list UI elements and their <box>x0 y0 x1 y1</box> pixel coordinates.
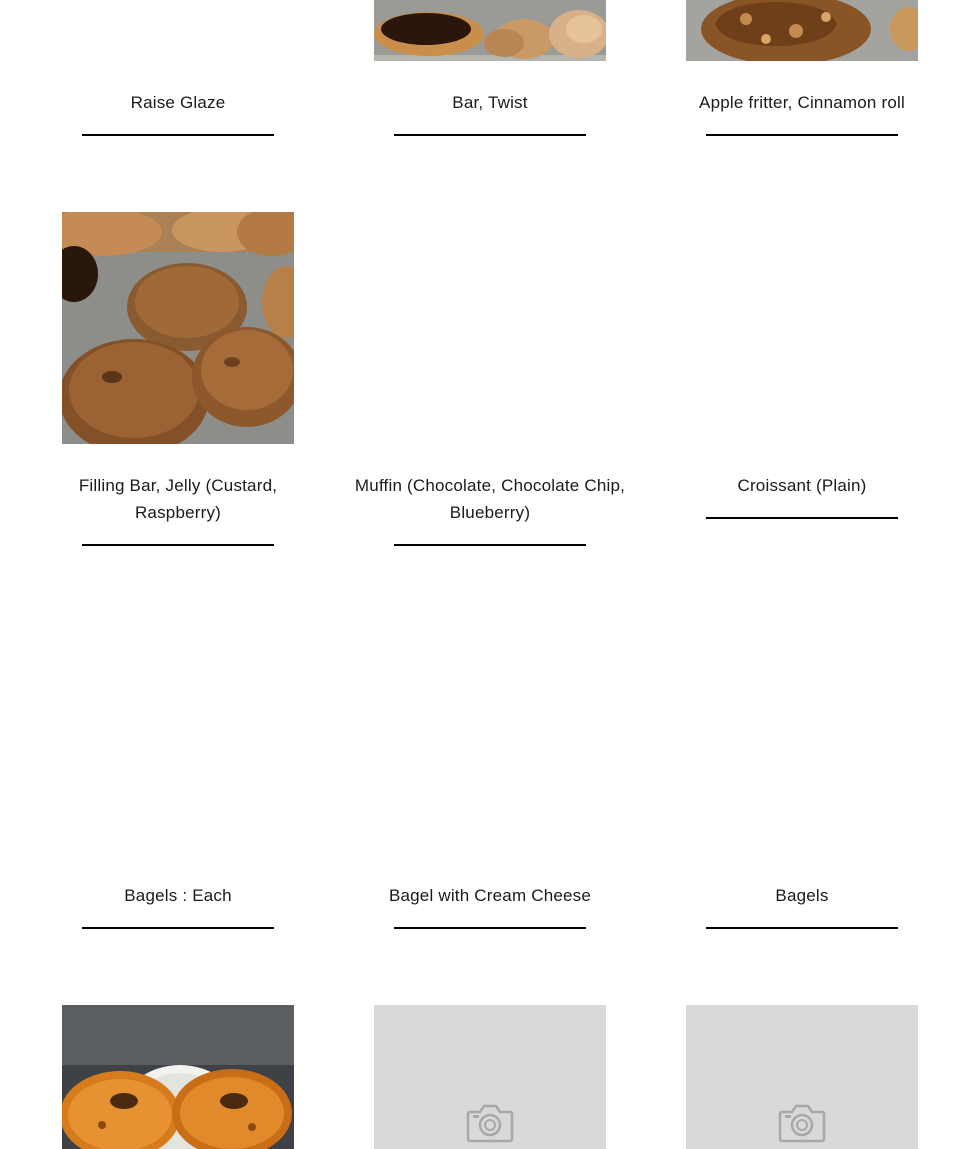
divider-line <box>706 517 898 519</box>
menu-item-title[interactable]: Filling Bar, Jelly (Custard, Raspberry) <box>78 476 278 522</box>
menu-item-title[interactable]: Bagels <box>775 886 829 905</box>
toasted-bagel-image <box>62 1005 294 1149</box>
fritter-tray-photo[interactable] <box>686 0 918 61</box>
divider-line <box>82 544 274 546</box>
divider-line <box>394 927 586 929</box>
menu-item-title[interactable]: Muffin (Chocolate, Chocolate Chip, Blueberry) <box>354 476 626 522</box>
camera-icon <box>466 1103 514 1143</box>
fritter-tray-image <box>686 0 918 61</box>
divider-line <box>82 134 274 136</box>
menu-item-title[interactable]: Raise Glaze <box>130 93 226 112</box>
divider-line <box>394 544 586 546</box>
image-placeholder[interactable] <box>686 1005 918 1149</box>
menu-item-title[interactable]: Apple fritter, Cinnamon roll <box>699 93 905 112</box>
camera-icon <box>778 1103 826 1143</box>
donut-tray-image <box>374 0 606 61</box>
image-placeholder[interactable] <box>374 1005 606 1149</box>
menu-item-title[interactable]: Croissant (Plain) <box>737 476 867 495</box>
divider-line <box>706 134 898 136</box>
menu-item-title[interactable]: Bagels : Each <box>124 886 232 905</box>
toasted-bagel-photo[interactable] <box>62 1005 294 1149</box>
menu-item-title[interactable]: Bagel with Cream Cheese <box>388 886 592 905</box>
filled-donuts-image <box>62 212 294 444</box>
divider-line <box>706 927 898 929</box>
menu-item-title[interactable]: Bar, Twist <box>452 93 528 112</box>
divider-line <box>82 927 274 929</box>
divider-line <box>394 134 586 136</box>
donut-tray-photo[interactable] <box>374 0 606 61</box>
filled-donuts-photo[interactable] <box>62 212 294 444</box>
